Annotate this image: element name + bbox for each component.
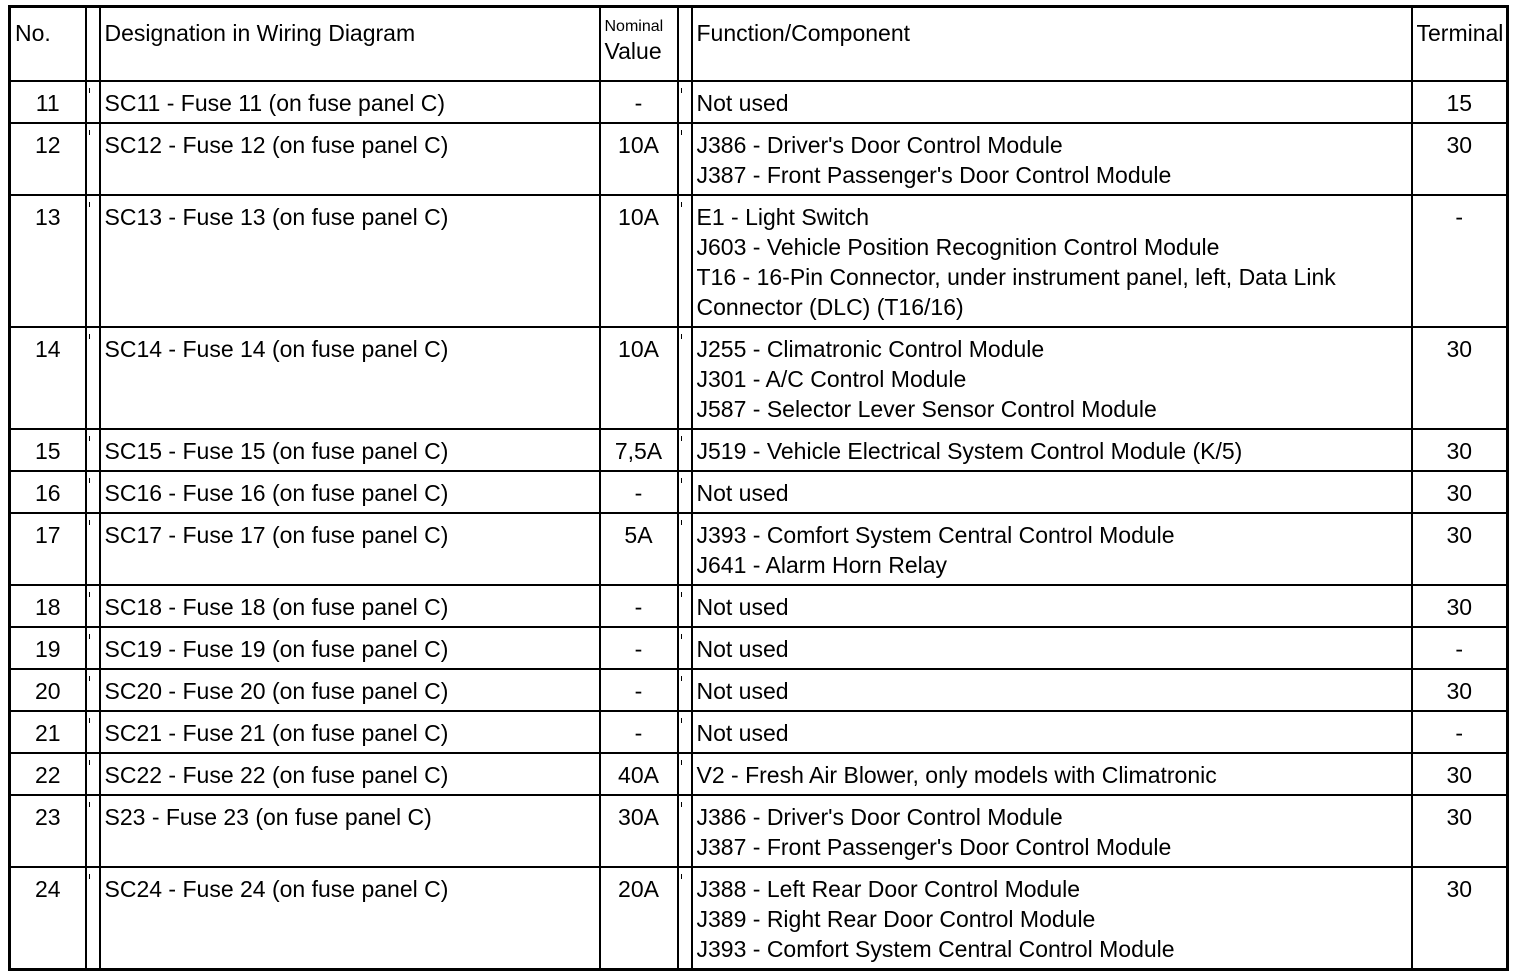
column-divider <box>86 81 100 123</box>
fuse-function <box>692 867 1412 970</box>
header-function: Function/Component <box>692 7 1412 82</box>
table-row <box>10 81 1508 123</box>
fuse-terminal: 15 <box>1412 81 1508 123</box>
fuse-terminal: 30 <box>1412 753 1508 795</box>
fuse-number: 18 <box>10 585 86 627</box>
fuse-number: 16 <box>10 471 86 513</box>
fuse-number: 19 <box>10 627 86 669</box>
header-no: No. <box>10 7 86 82</box>
fuse-nominal-value: 40A <box>600 753 678 795</box>
fuse-designation: S23 - Fuse 23 (on fuse panel C) <box>100 795 600 867</box>
fuse-nominal-value: - <box>600 81 678 123</box>
table-row <box>10 195 1508 327</box>
fuse-table <box>8 5 1509 971</box>
column-divider <box>678 513 692 585</box>
fuse-function <box>692 195 1412 327</box>
column-divider <box>678 627 692 669</box>
column-divider <box>678 123 692 195</box>
table-row <box>10 867 1508 970</box>
column-divider <box>678 711 692 753</box>
fuse-designation: SC16 - Fuse 16 (on fuse panel C) <box>100 471 600 513</box>
header-designation: Designation in Wiring Diagram <box>100 7 600 82</box>
fuse-number: 21 <box>10 711 86 753</box>
fuse-designation: SC14 - Fuse 14 (on fuse panel C) <box>100 327 600 429</box>
table-row <box>10 471 1508 513</box>
fuse-number: 11 <box>10 81 86 123</box>
header-nominal-value <box>600 7 678 82</box>
function-line: J387 - Front Passenger's Door Control Module <box>696 162 1172 188</box>
fuse-terminal: 30 <box>1412 867 1508 970</box>
column-divider <box>678 585 692 627</box>
column-divider <box>86 123 100 195</box>
fuse-function <box>692 471 1412 513</box>
fuse-function <box>692 81 1412 123</box>
table-row <box>10 327 1508 429</box>
fuse-terminal: 30 <box>1412 123 1508 195</box>
fuse-function <box>692 711 1412 753</box>
fuse-designation: SC18 - Fuse 18 (on fuse panel C) <box>100 585 600 627</box>
fuse-terminal: 30 <box>1412 327 1508 429</box>
table-row <box>10 753 1508 795</box>
header-nominal-main: Value <box>604 38 662 64</box>
fuse-function <box>692 429 1412 471</box>
table-row <box>10 795 1508 867</box>
fuse-nominal-value: - <box>600 585 678 627</box>
fuse-designation: SC21 - Fuse 21 (on fuse panel C) <box>100 711 600 753</box>
fuse-terminal: 30 <box>1412 513 1508 585</box>
function-line: J301 - A/C Control Module <box>696 366 967 392</box>
function-line: J393 - Comfort System Central Control Module <box>696 522 1175 548</box>
fuse-nominal-value: 7,5A <box>600 429 678 471</box>
fuse-number: 15 <box>10 429 86 471</box>
column-divider <box>86 429 100 471</box>
header-row <box>10 7 1508 82</box>
fuse-function <box>692 627 1412 669</box>
fuse-function <box>692 585 1412 627</box>
function-line: J387 - Front Passenger's Door Control Module <box>696 834 1172 860</box>
function-line: T16 - 16-Pin Connector, under instrument panel, left, Data Link <box>696 264 1336 290</box>
fuse-terminal: 30 <box>1412 471 1508 513</box>
header-terminal: Terminal <box>1412 7 1508 82</box>
table-row <box>10 669 1508 711</box>
fuse-nominal-value: - <box>600 669 678 711</box>
column-divider <box>678 471 692 513</box>
column-divider <box>678 429 692 471</box>
function-line: J587 - Selector Lever Sensor Control Module <box>696 396 1157 422</box>
function-line: J386 - Driver's Door Control Module <box>696 132 1063 158</box>
column-divider <box>86 513 100 585</box>
fuse-terminal: 30 <box>1412 795 1508 867</box>
fuse-number: 17 <box>10 513 86 585</box>
function-line: J519 - Vehicle Electrical System Control Module (K/5) <box>696 438 1243 464</box>
column-divider <box>678 753 692 795</box>
fuse-number: 20 <box>10 669 86 711</box>
fuse-number: 23 <box>10 795 86 867</box>
function-line: J641 - Alarm Horn Relay <box>696 552 948 578</box>
function-line: Not used <box>696 594 789 620</box>
function-line: E1 - Light Switch <box>696 204 870 230</box>
fuse-number: 12 <box>10 123 86 195</box>
column-divider <box>86 7 100 82</box>
function-line: J603 - Vehicle Position Recognition Control Module <box>696 234 1220 260</box>
fuse-nominal-value: 20A <box>600 867 678 970</box>
fuse-number: 24 <box>10 867 86 970</box>
fuse-function <box>692 123 1412 195</box>
fuse-function <box>692 669 1412 711</box>
table-row <box>10 711 1508 753</box>
fuse-function <box>692 795 1412 867</box>
fuse-designation: SC13 - Fuse 13 (on fuse panel C) <box>100 195 600 327</box>
fuse-nominal-value: - <box>600 471 678 513</box>
column-divider <box>678 795 692 867</box>
column-divider <box>86 795 100 867</box>
fuse-number: 14 <box>10 327 86 429</box>
table-row <box>10 123 1508 195</box>
fuse-designation: SC22 - Fuse 22 (on fuse panel C) <box>100 753 600 795</box>
fuse-function <box>692 513 1412 585</box>
function-line: V2 - Fresh Air Blower, only models with Climatronic <box>696 762 1217 788</box>
fuse-number: 13 <box>10 195 86 327</box>
fuse-designation: SC11 - Fuse 11 (on fuse panel C) <box>100 81 600 123</box>
fuse-nominal-value: 10A <box>600 327 678 429</box>
table-row <box>10 585 1508 627</box>
table-row <box>10 627 1508 669</box>
fuse-designation: SC17 - Fuse 17 (on fuse panel C) <box>100 513 600 585</box>
fuse-terminal: - <box>1412 195 1508 327</box>
function-line: J255 - Climatronic Control Module <box>696 336 1045 362</box>
fuse-terminal: 30 <box>1412 429 1508 471</box>
table-row <box>10 513 1508 585</box>
function-line: J386 - Driver's Door Control Module <box>696 804 1063 830</box>
column-divider <box>86 585 100 627</box>
fuse-nominal-value: 10A <box>600 123 678 195</box>
function-line: Not used <box>696 90 789 116</box>
column-divider <box>86 753 100 795</box>
function-line: Not used <box>696 720 789 746</box>
column-divider <box>678 327 692 429</box>
function-line: J388 - Left Rear Door Control Module <box>696 876 1081 902</box>
fuse-table-body <box>10 81 1508 970</box>
column-divider <box>86 327 100 429</box>
fuse-nominal-value: 10A <box>600 195 678 327</box>
column-divider <box>86 669 100 711</box>
fuse-designation: SC24 - Fuse 24 (on fuse panel C) <box>100 867 600 970</box>
column-divider <box>86 627 100 669</box>
column-divider <box>678 195 692 327</box>
fuse-designation: SC19 - Fuse 19 (on fuse panel C) <box>100 627 600 669</box>
fuse-nominal-value: - <box>600 627 678 669</box>
fuse-terminal: - <box>1412 711 1508 753</box>
fuse-nominal-value: 30A <box>600 795 678 867</box>
column-divider <box>678 867 692 970</box>
function-line: J393 - Comfort System Central Control Module <box>696 936 1175 962</box>
fuse-number: 22 <box>10 753 86 795</box>
fuse-designation: SC20 - Fuse 20 (on fuse panel C) <box>100 669 600 711</box>
fuse-function <box>692 753 1412 795</box>
fuse-nominal-value: - <box>600 711 678 753</box>
function-line: Not used <box>696 678 789 704</box>
column-divider <box>86 195 100 327</box>
column-divider <box>678 7 692 82</box>
fuse-designation: SC12 - Fuse 12 (on fuse panel C) <box>100 123 600 195</box>
function-line: Not used <box>696 636 789 662</box>
function-line: J389 - Right Rear Door Control Module <box>696 906 1096 932</box>
function-line: Connector (DLC) (T16/16) <box>696 294 964 320</box>
fuse-terminal: 30 <box>1412 669 1508 711</box>
fuse-designation: SC15 - Fuse 15 (on fuse panel C) <box>100 429 600 471</box>
column-divider <box>678 81 692 123</box>
column-divider <box>86 471 100 513</box>
function-line: Not used <box>696 480 789 506</box>
column-divider <box>86 867 100 970</box>
column-divider <box>86 711 100 753</box>
fuse-terminal: 30 <box>1412 585 1508 627</box>
fuse-terminal: - <box>1412 627 1508 669</box>
fuse-function <box>692 327 1412 429</box>
fuse-nominal-value: 5A <box>600 513 678 585</box>
table-row <box>10 429 1508 471</box>
header-nominal-small: Nominal <box>604 18 664 35</box>
column-divider <box>678 669 692 711</box>
